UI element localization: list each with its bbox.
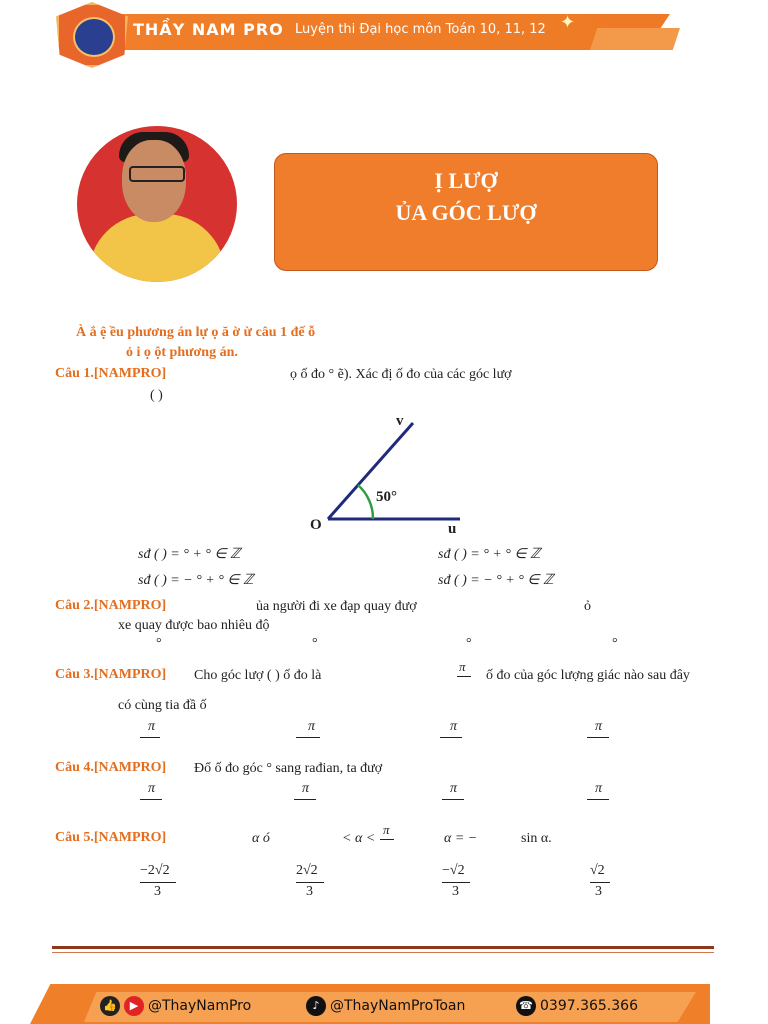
question-5-inequality: < α < bbox=[342, 831, 376, 846]
question-5-sin: sin α. bbox=[521, 831, 552, 846]
question-5-label: Câu 5.[NAMPRO] bbox=[55, 830, 167, 845]
footer-divider bbox=[52, 946, 714, 949]
question-2-answer-d: ° bbox=[612, 636, 618, 651]
question-5-answer-b-den: 3 bbox=[306, 884, 313, 899]
question-1-answer-b: sđ ( ) = ° + ° ∈ ℤ bbox=[438, 547, 541, 562]
question-5-answer-c-den: 3 bbox=[452, 884, 459, 899]
label-v: v bbox=[396, 413, 404, 429]
question-1-answer-d: sđ ( ) = − ° + ° ∈ ℤ bbox=[438, 573, 554, 588]
question-5-alpha: α ó bbox=[252, 831, 270, 846]
question-5-answer-d-den: 3 bbox=[595, 884, 602, 899]
footer-tiktok[interactable] bbox=[306, 996, 465, 1016]
label-u: u bbox=[448, 521, 457, 535]
phone-number: 0397.365.366 bbox=[540, 998, 638, 1014]
title-line-1: Ị LƯỢ bbox=[434, 168, 498, 193]
footer-divider-thin bbox=[52, 952, 714, 953]
question-3-pi: π bbox=[459, 659, 466, 674]
fraction-bar bbox=[457, 676, 471, 677]
brand-name: THẦY NAM PRO bbox=[133, 20, 284, 39]
angle-arc bbox=[358, 485, 373, 519]
question-1-answer-a: sđ ( ) = ° + ° ∈ ℤ bbox=[138, 547, 241, 562]
fraction-bar bbox=[380, 839, 394, 840]
question-1-text-2: ( ) bbox=[150, 388, 163, 403]
facebook-handle: @ThayNamPro bbox=[148, 998, 252, 1014]
tiktok-handle: @ThayNamProToan bbox=[330, 998, 466, 1014]
question-4-answer-d: π bbox=[595, 781, 603, 796]
tiktok-icon: ♪ bbox=[306, 996, 326, 1016]
header-accent bbox=[590, 28, 680, 50]
question-3-answer-b: π bbox=[308, 719, 316, 734]
question-2-text-2: xe quay được bao nhiêu độ bbox=[118, 618, 270, 633]
question-3-label: Câu 3.[NAMPRO] bbox=[55, 667, 167, 682]
phone-icon: ☎ bbox=[516, 996, 536, 1016]
label-o: O bbox=[310, 517, 322, 533]
question-5-pi: π bbox=[383, 822, 390, 837]
question-3-text: Cho góc lượ ( ) ố đo là bbox=[194, 668, 322, 683]
question-3-answer-d: π bbox=[595, 719, 603, 734]
angle-figure bbox=[300, 405, 480, 535]
title-box bbox=[274, 153, 658, 271]
question-2-answer-a: ° bbox=[156, 636, 162, 651]
youtube-icon: ▶ bbox=[124, 996, 144, 1016]
like-icon: 👍 bbox=[100, 996, 120, 1016]
footer-phone[interactable] bbox=[516, 996, 638, 1016]
question-2-answer-c: ° bbox=[466, 636, 472, 651]
logo-icon bbox=[56, 2, 128, 68]
question-5-answer-c-num: −√2 bbox=[442, 863, 465, 878]
question-2-text-end: ỏ bbox=[584, 599, 591, 614]
instruction-line-2: ỏ i ọ ột phương án. bbox=[126, 345, 238, 360]
tagline: Luyện thi Đại học môn Toán 10, 11, 12 bbox=[295, 22, 546, 37]
question-4-answer-a: π bbox=[148, 781, 156, 796]
angle-label: 50° bbox=[376, 489, 397, 505]
instruction-line-1: À ắ ệ ều phương án lự ọ ă ờ ừ câu 1 đế ỗ bbox=[76, 325, 316, 340]
question-4-answer-b: π bbox=[302, 781, 310, 796]
question-5-answer-b-num: 2√2 bbox=[296, 863, 318, 878]
question-2-answer-b: ° bbox=[312, 636, 318, 651]
question-3-answer-a: π bbox=[148, 719, 156, 734]
question-4-label: Câu 4.[NAMPRO] bbox=[55, 760, 167, 775]
question-1-text: ọ ố đo ° ẽ). Xác đị ố đo của các góc lượ bbox=[290, 367, 512, 382]
question-4-text: Đổ ố đo góc ° sang rađian, ta đượ bbox=[194, 761, 383, 776]
question-3-text-end: ố đo của góc lượng giác nào sau đây bbox=[486, 668, 690, 683]
question-1-label: Câu 1.[NAMPRO] bbox=[55, 366, 167, 381]
question-5-answer-d-num: √2 bbox=[590, 863, 605, 878]
question-3-answer-c: π bbox=[450, 719, 458, 734]
question-5-answer-a-num: −2√2 bbox=[140, 863, 170, 878]
title-line-2: ỦA GÓC LƯỢ bbox=[395, 200, 537, 225]
question-2-text: ủa người đi xe đạp quay đượ bbox=[256, 599, 417, 614]
question-4-answer-c: π bbox=[450, 781, 458, 796]
avatar bbox=[77, 126, 237, 282]
question-5-answer-a-den: 3 bbox=[154, 884, 161, 899]
sparkle-icon: ✦ bbox=[560, 12, 576, 32]
question-1-answer-c: sđ ( ) = − ° + ° ∈ ℤ bbox=[138, 573, 254, 588]
question-2-label: Câu 2.[NAMPRO] bbox=[55, 598, 167, 613]
footer-facebook[interactable] bbox=[100, 996, 251, 1016]
question-5-equation: α = − bbox=[444, 831, 478, 846]
question-3-text-2: có cùng tia đầ ố bbox=[118, 698, 207, 713]
